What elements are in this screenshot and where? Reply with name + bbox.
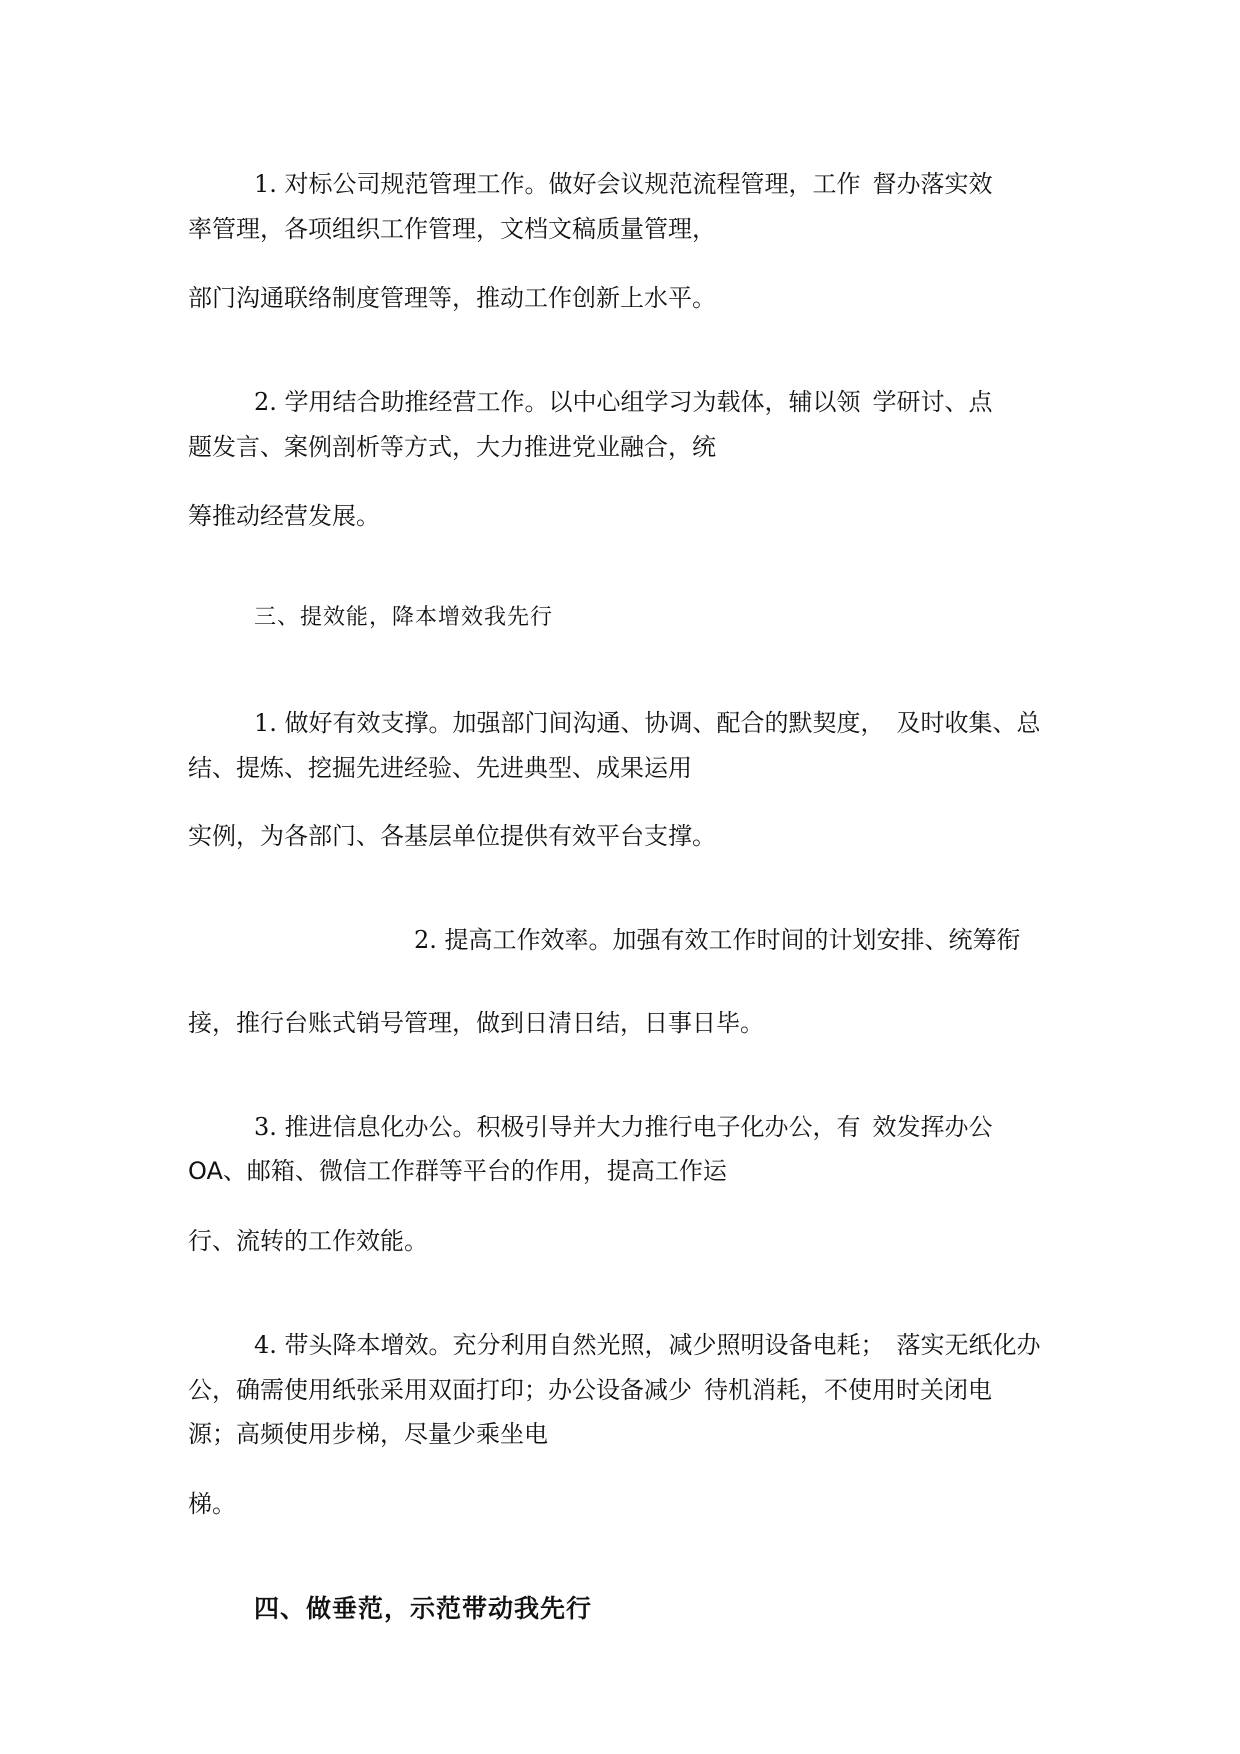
text-segment: 提高工作效率。加强有效工作时间的计划安排、统筹衔 [444, 926, 1021, 954]
text-segment: 公，确需使用纸张采用双面打印；办公设备减少 [188, 1376, 692, 1404]
paragraph-line: 部门沟通联络制度管理等，推动工作创新上水平。 [188, 284, 716, 312]
text-segment: 及时收集、总 [896, 709, 1041, 737]
item-number: 1. [254, 709, 277, 737]
item-number: 1. [254, 170, 277, 198]
paragraph-line: 源；高频使用步梯，尽量少乘坐电 [188, 1420, 548, 1448]
item-number: 3. [254, 1113, 277, 1141]
text-segment: 落实无纸化办 [896, 1331, 1041, 1359]
paragraph-line [414, 925, 1021, 955]
paragraph-line [254, 1112, 993, 1142]
paragraph-line: 题发言、案例剖析等方式，大力推进党业融合，统 [188, 433, 716, 461]
paragraph-line: OA、邮箱、微信工作群等平台的作用，提高工作运 [188, 1157, 727, 1185]
text-segment: 学研讨、点 [872, 388, 993, 416]
text-segment: 对标公司规范管理工作。做好会议规范流程管理，工作 [284, 170, 861, 198]
text-segment: 督办落实效 [872, 170, 993, 198]
paragraph-line: 梯。 [188, 1490, 236, 1518]
paragraph-line [254, 169, 993, 199]
text-segment: 待机消耗，不使用时关闭电 [704, 1376, 992, 1404]
paragraph-line: 实例，为各部门、各基层单位提供有效平台支撑。 [188, 822, 716, 850]
paragraph-line: 接，推行台账式销号管理，做到日清日结，日事日毕。 [188, 1009, 764, 1037]
text-segment: 带头降本增效。充分利用自然光照，减少照明设备电耗； [284, 1331, 885, 1359]
text-segment: 效发挥办公 [872, 1113, 993, 1141]
paragraph-line: 结、提炼、挖掘先进经验、先进典型、成果运用 [188, 754, 692, 782]
item-number: 2. [414, 926, 437, 954]
section-heading: 四、做垂范，示范带动我先行 [254, 1594, 593, 1623]
paragraph-line: 筹推动经营发展。 [188, 502, 380, 530]
section-heading: 三、提效能，降本增效我先行 [254, 605, 554, 630]
text-segment: 做好有效支撑。加强部门间沟通、协调、配合的默契度， [284, 709, 885, 737]
paragraph-line: 行、流转的工作效能。 [188, 1227, 428, 1255]
item-number: 4. [254, 1331, 277, 1359]
item-number: 2. [254, 388, 277, 416]
text-segment: 推进信息化办公。积极引导并大力推行电子化办公，有 [284, 1113, 861, 1141]
text-segment: 学用结合助推经营工作。以中心组学习为载体，辅以领 [284, 388, 861, 416]
paragraph-line [188, 1375, 992, 1405]
paragraph-line [254, 387, 993, 417]
paragraph-line: 率管理，各项组织工作管理，文档文稿质量管理， [188, 215, 716, 243]
paragraph-line [254, 708, 1041, 738]
paragraph-line [254, 1330, 1041, 1360]
